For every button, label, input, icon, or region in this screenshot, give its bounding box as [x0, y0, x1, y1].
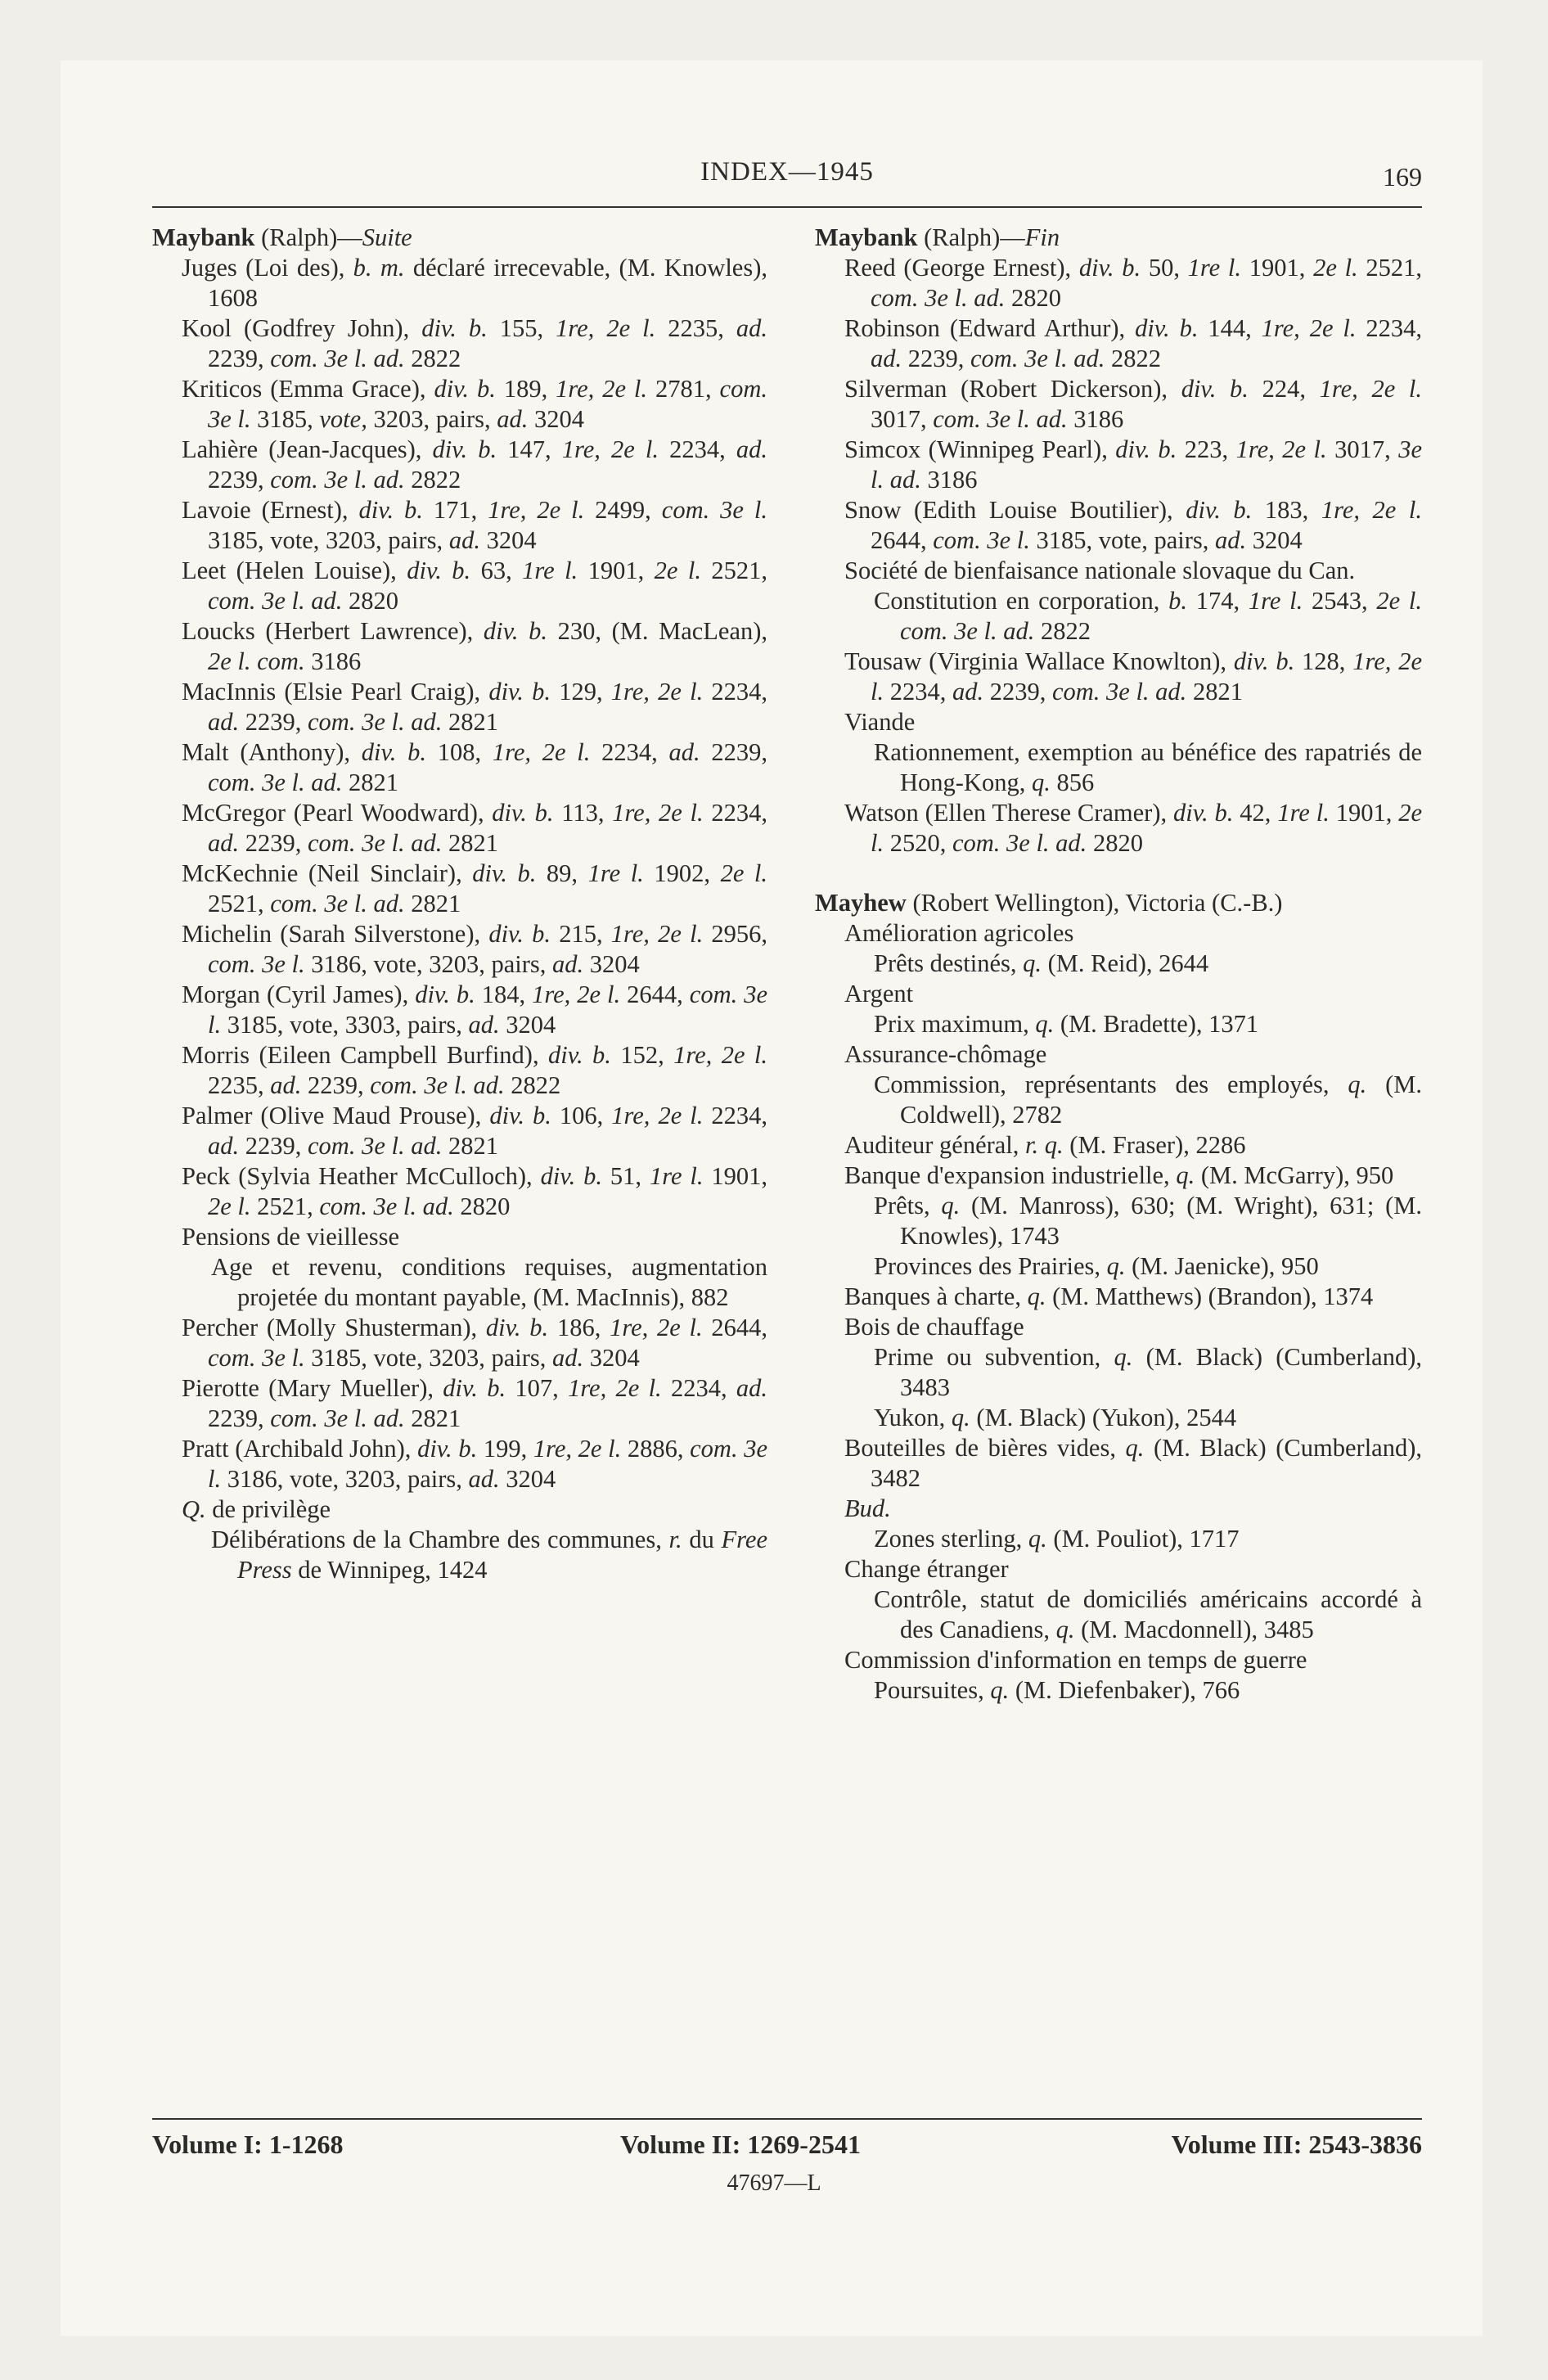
index-heading: Maybank (Ralph)—Fin	[815, 223, 1060, 251]
index-entry: Juges (Loi des), b. m. déclaré irrecevable, (M. Knowles), 1608	[182, 254, 767, 312]
index-entry: Amélioration agricoles	[844, 919, 1074, 947]
index-entry: Prix maximum, q. (M. Bradette), 1371	[874, 1010, 1259, 1038]
index-entry: Percher (Molly Shusterman), div. b. 186, 1re, 2e l. 2644, com. 3e l. 3185, vote, 3203, pairs, ad. 3204	[182, 1314, 768, 1372]
index-entry: MacInnis (Elsie Pearl Craig), div. b. 129, 1re, 2e l. 2234, ad. 2239, com. 3e l. ad. 2821	[182, 678, 768, 736]
index-entry: Palmer (Olive Maud Prouse), div. b. 106, 1re, 2e l. 2234, ad. 2239, com. 3e l. ad. 2821	[182, 1102, 768, 1160]
index-entry: Provinces des Prairies, q. (M. Jaenicke), 950	[874, 1252, 1319, 1280]
index-entry: Viande	[844, 708, 916, 736]
index-entry: Délibérations de la Chambre des communes, r. du Free Press de Winnipeg, 1424	[211, 1526, 767, 1584]
index-entry: Snow (Edith Louise Boutilier), div. b. 183, 1re, 2e l. 2644, com. 3e l. 3185, vote, pairs, ad. 3204	[844, 496, 1423, 554]
index-entry: Robinson (Edward Arthur), div. b. 144, 1re, 2e l. 2234, ad. 2239, com. 3e l. ad. 2822	[844, 314, 1423, 372]
index-entry: Pratt (Archibald John), div. b. 199, 1re, 2e l. 2886, com. 3e l. 3186, vote, 3203, pairs, ad. 3204	[182, 1435, 768, 1493]
index-entry: McKechnie (Neil Sinclair), div. b. 89, 1re l. 1902, 2e l. 2521, com. 3e l. ad. 2821	[182, 859, 768, 917]
index-entry: Silverman (Robert Dickerson), div. b. 224, 1re, 2e l. 3017, com. 3e l. ad. 3186	[844, 375, 1423, 433]
index-entry: Banque d'expansion industrielle, q. (M. McGarry), 950	[844, 1161, 1394, 1189]
index-entry: McGregor (Pearl Woodward), div. b. 113, 1re, 2e l. 2234, ad. 2239, com. 3e l. ad. 2821	[182, 799, 767, 857]
index-entry: Société de bienfaisance nationale slovaque du Can.	[844, 557, 1356, 584]
index-entry: Commission d'information en temps de guerre	[844, 1646, 1307, 1674]
index-entry: Contrôle, statut de domiciliés américains accordé à des Canadiens, q. (M. Macdonnell), 3485	[874, 1585, 1422, 1643]
index-entry: Prêts, q. (M. Manross), 630; (M. Wright), 631; (M. Knowles), 1743	[874, 1192, 1422, 1250]
page-header	[152, 157, 1422, 205]
index-entry: Q. de privilège	[182, 1495, 331, 1523]
index-entry: Reed (George Ernest), div. b. 50, 1re l. 1901, 2e l. 2521, com. 3e l. ad. 2820	[844, 254, 1423, 312]
page-number: 169	[1383, 162, 1422, 192]
index-entry: Yukon, q. (M. Black) (Yukon), 2544	[874, 1404, 1237, 1431]
index-entry: Commission, représentants des employés, q. (M. Coldwell), 2782	[874, 1071, 1422, 1129]
index-entry: Leet (Helen Louise), div. b. 63, 1re l. 1901, 2e l. 2521, com. 3e l. ad. 2820	[182, 557, 767, 615]
index-entry: Auditeur général, r. q. (M. Fraser), 2286	[844, 1131, 1246, 1159]
index-entry: Rationnement, exemption au bénéfice des rapatriés de Hong-Kong, q. 856	[874, 738, 1422, 796]
volume-2-range: Volume II: 1269-2541	[620, 2130, 861, 2159]
index-entry: Prime ou subvention, q. (M. Black) (Cumberland), 3483	[874, 1343, 1422, 1401]
index-entry: Argent	[844, 980, 914, 1007]
index-entry: Lavoie (Ernest), div. b. 171, 1re, 2e l. 2499, com. 3e l. 3185, vote, 3203, pairs, ad. 3204	[182, 496, 768, 554]
header-rule	[152, 206, 1422, 208]
index-entry: Bouteilles de bières vides, q. (M. Black) (Cumberland), 3482	[844, 1434, 1422, 1492]
index-entry: Lahière (Jean-Jacques), div. b. 147, 1re, 2e l. 2234, ad. 2239, com. 3e l. ad. 2822	[182, 435, 768, 494]
index-entry: Prêts destinés, q. (M. Reid), 2644	[874, 949, 1209, 977]
page-footer	[152, 2130, 1422, 2162]
index-entry: Assurance-chômage	[844, 1040, 1047, 1068]
page-title: INDEX—1945	[700, 157, 874, 187]
index-entry: Constitution en corporation, b. 174, 1re l. 2543, 2e l. com. 3e l. ad. 2822	[874, 587, 1423, 645]
index-entry: Banques à charte, q. (M. Matthews) (Brandon), 1374	[844, 1282, 1374, 1310]
print-code: 47697—L	[727, 2170, 821, 2196]
index-entry: Michelin (Sarah Silverstone), div. b. 215, 1re, 2e l. 2956, com. 3e l. 3186, vote, 3203, pairs, ad. 3204	[182, 920, 768, 978]
index-entry: Morris (Eileen Campbell Burfind), div. b. 152, 1re, 2e l. 2235, ad. 2239, com. 3e l. ad. 2822	[182, 1041, 768, 1099]
index-heading: Mayhew (Robert Wellington), Victoria (C.-B.)	[815, 889, 1283, 917]
index-entry: Peck (Sylvia Heather McCulloch), div. b. 51, 1re l. 1901, 2e l. 2521, com. 3e l. ad. 2820	[182, 1162, 768, 1220]
index-entry: Morgan (Cyril James), div. b. 184, 1re, 2e l. 2644, com. 3e l. 3185, vote, 3303, pairs, ad. 3204	[182, 980, 768, 1039]
right-column	[815, 223, 1422, 1706]
volume-3-range: Volume III: 2543-3836	[1171, 2130, 1422, 2159]
index-entry: Watson (Ellen Therese Cramer), div. b. 42, 1re l. 1901, 2e l. 2520, com. 3e l. ad. 2820	[844, 799, 1423, 857]
index-entry: Kool (Godfrey John), div. b. 155, 1re, 2e l. 2235, ad. 2239, com. 3e l. ad. 2822	[182, 314, 768, 372]
index-entry: Simcox (Winnipeg Pearl), div. b. 223, 1re, 2e l. 3017, 3e l. ad. 3186	[844, 435, 1423, 494]
volume-1-range: Volume I: 1-1268	[152, 2130, 344, 2159]
index-entry: Kriticos (Emma Grace), div. b. 189, 1re, 2e l. 2781, com. 3e l. 3185, vote, 3203, pairs, ad. 3204	[182, 375, 767, 433]
index-entry: Loucks (Herbert Lawrence), div. b. 230, (M. MacLean), 2e l. com. 3186	[182, 617, 768, 675]
index-entry: Bud.	[844, 1494, 891, 1522]
index-heading: Maybank (Ralph)—Suite	[152, 223, 412, 251]
index-entry: Change étranger	[844, 1555, 1009, 1583]
index-entry: Zones sterling, q. (M. Pouliot), 1717	[874, 1525, 1240, 1553]
index-entry: Malt (Anthony), div. b. 108, 1re, 2e l. 2234, ad. 2239, com. 3e l. ad. 2821	[182, 738, 768, 796]
index-entry: Bois de chauffage	[844, 1313, 1024, 1341]
index-entry: Tousaw (Virginia Wallace Knowlton), div. b. 128, 1re, 2e l. 2234, ad. 2239, com. 3e l. ad. 2821	[844, 647, 1423, 705]
index-entry: Age et revenu, conditions requises, augmentation projetée du montant payable, (M. MacInnis), 882	[211, 1253, 767, 1311]
left-column	[152, 223, 767, 1585]
index-entry: Pierotte (Mary Mueller), div. b. 107, 1re, 2e l. 2234, ad. 2239, com. 3e l. ad. 2821	[182, 1374, 768, 1432]
footer-rule	[152, 2118, 1422, 2120]
index-entry: Poursuites, q. (M. Diefenbaker), 766	[874, 1676, 1240, 1704]
entry-spacer	[815, 859, 1422, 888]
index-entry: Pensions de vieillesse	[182, 1223, 399, 1251]
